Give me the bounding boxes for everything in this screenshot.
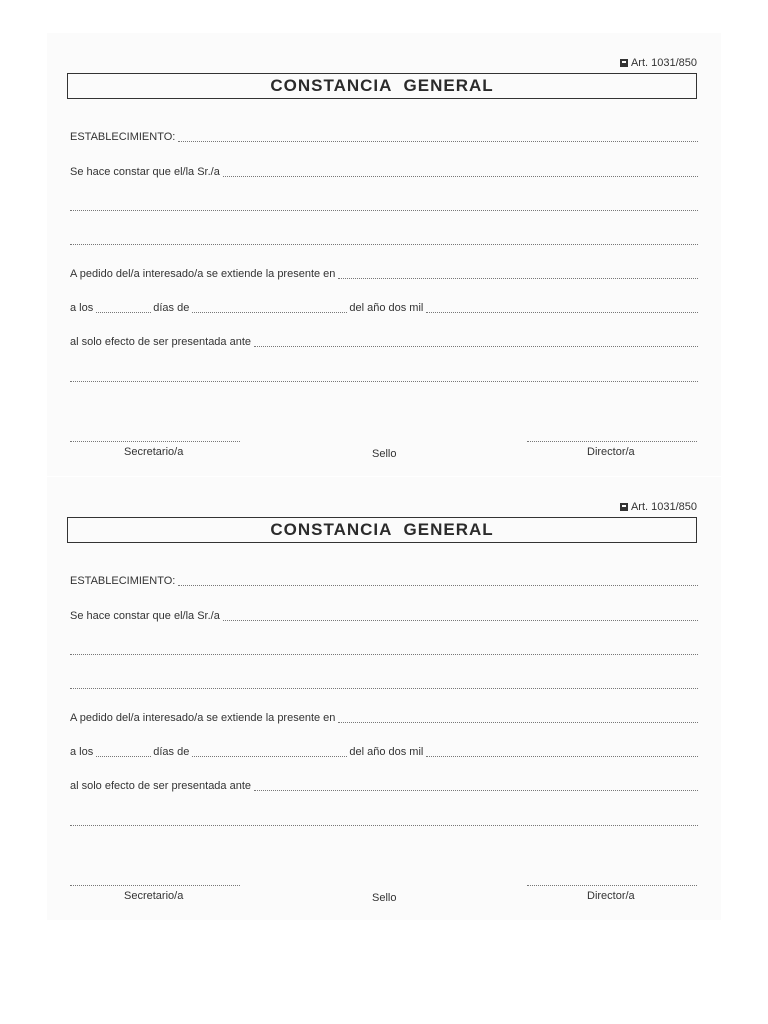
publisher-logo-icon	[620, 59, 628, 67]
hace-constar-label: Se hace constar que el/la Sr./a	[70, 610, 220, 622]
nombre-field[interactable]	[223, 166, 698, 177]
secretario-signature-line[interactable]	[70, 883, 240, 886]
blank-line-1	[70, 198, 700, 212]
article-number: Art. 1031/850	[630, 501, 697, 513]
director-label: Director/a	[587, 446, 635, 458]
a-los-label: a los	[70, 302, 94, 314]
establecimiento-label: ESTABLECIMIENTO:	[70, 575, 176, 587]
blank-line-1	[70, 642, 700, 656]
blank-field-2[interactable]	[70, 234, 698, 245]
blank-field-3[interactable]	[70, 815, 698, 826]
director-label: Director/a	[587, 890, 635, 902]
blank-line-2	[70, 676, 700, 690]
secretario-label: Secretario/a	[124, 446, 184, 458]
del-anio-label: del año dos mil	[349, 302, 424, 314]
a-pedido-row	[70, 710, 700, 724]
title-box	[67, 73, 697, 99]
establecimiento-row	[70, 129, 700, 143]
article-reference	[620, 57, 697, 69]
blank-field-3[interactable]	[70, 371, 698, 382]
establecimiento-row	[70, 573, 700, 587]
hace-constar-row	[70, 164, 700, 178]
hace-constar-row	[70, 608, 700, 622]
secretario-label: Secretario/a	[124, 890, 184, 902]
article-number: Art. 1031/850	[630, 57, 697, 69]
anio-field[interactable]	[426, 746, 698, 757]
blank-field-1[interactable]	[70, 644, 698, 655]
hace-constar-label: Se hace constar que el/la Sr./a	[70, 166, 220, 178]
establecimiento-field[interactable]	[178, 131, 698, 142]
secretario-signature-line[interactable]	[70, 439, 240, 442]
sello-label: Sello	[372, 448, 397, 460]
blank-line-3	[70, 369, 700, 383]
blank-line-2	[70, 232, 700, 246]
blank-field-2[interactable]	[70, 678, 698, 689]
a-los-label: a los	[70, 746, 94, 758]
dias-de-label: días de	[153, 302, 190, 314]
article-reference	[620, 501, 697, 513]
director-signature-line[interactable]	[527, 883, 697, 886]
dias-de-label: días de	[153, 746, 190, 758]
constancia-form-2	[47, 477, 721, 920]
title-box	[67, 517, 697, 543]
dia-field[interactable]	[96, 746, 151, 757]
establecimiento-label: ESTABLECIMIENTO:	[70, 131, 176, 143]
a-pedido-row	[70, 266, 700, 280]
publisher-logo-icon	[620, 503, 628, 511]
form-title: CONSTANCIA GENERAL	[270, 76, 494, 95]
constancia-form-1	[47, 33, 721, 476]
form-title: CONSTANCIA GENERAL	[270, 520, 494, 539]
mes-field[interactable]	[192, 302, 347, 313]
blank-line-3	[70, 813, 700, 827]
presentada-ante-field[interactable]	[254, 780, 698, 791]
blank-field-1[interactable]	[70, 200, 698, 211]
a-pedido-label: A pedido del/a interesado/a se extiende la presente en	[70, 712, 336, 724]
anio-field[interactable]	[426, 302, 698, 313]
fecha-row	[70, 744, 700, 758]
director-signature-line[interactable]	[527, 439, 697, 442]
a-pedido-label: A pedido del/a interesado/a se extiende la presente en	[70, 268, 336, 280]
al-solo-efecto-row	[70, 778, 700, 792]
sello-label: Sello	[372, 892, 397, 904]
al-solo-efecto-label: al solo efecto de ser presentada ante	[70, 780, 252, 792]
al-solo-efecto-label: al solo efecto de ser presentada ante	[70, 336, 252, 348]
al-solo-efecto-row	[70, 334, 700, 348]
presentada-ante-field[interactable]	[254, 336, 698, 347]
nombre-field[interactable]	[223, 610, 698, 621]
lugar-field[interactable]	[338, 712, 698, 723]
mes-field[interactable]	[192, 746, 347, 757]
dia-field[interactable]	[96, 302, 151, 313]
lugar-field[interactable]	[338, 268, 698, 279]
establecimiento-field[interactable]	[178, 575, 698, 586]
fecha-row	[70, 300, 700, 314]
del-anio-label: del año dos mil	[349, 746, 424, 758]
